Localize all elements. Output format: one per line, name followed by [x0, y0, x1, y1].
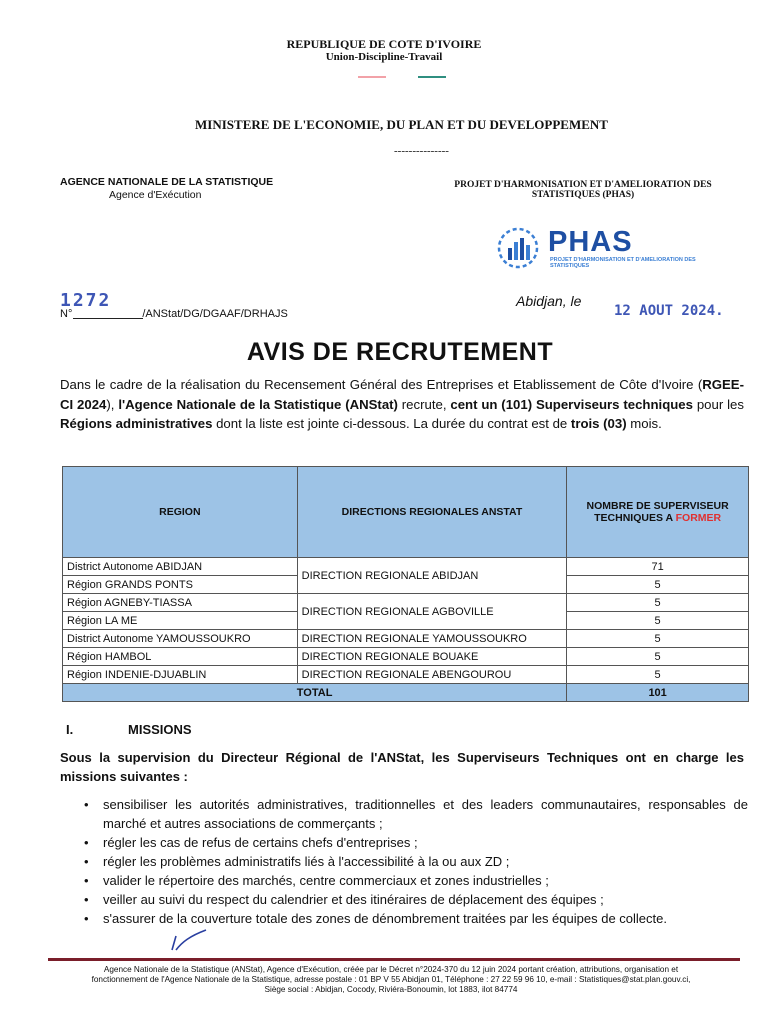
phas-logo-subtitle: PROJET D'HARMONISATION ET D'AMELIORATION DES STATISTIQUES	[550, 257, 696, 269]
bullet-icon: •	[84, 835, 89, 850]
reference-prefix: N°	[60, 308, 73, 320]
region-cell: Région HAMBOL	[63, 648, 298, 666]
region-cell: District Autonome ABIDJAN	[63, 558, 298, 576]
table-row	[63, 594, 749, 612]
direction-cell: DIRECTION REGIONALE ABIDJAN	[297, 558, 567, 594]
table-header-row	[63, 467, 749, 558]
handwritten-initial-icon	[168, 928, 210, 954]
list-item: • régler les problèmes administratifs liés à l'accessibilité à la ou aux ZD ;	[84, 854, 510, 869]
total-label: TOTAL	[63, 684, 567, 702]
ministry-name: MINISTERE DE L'ECONOMIE, DU PLAN ET DU DEVELOPPEMENT	[195, 117, 608, 132]
recruitment-table	[62, 466, 749, 702]
flag-line-orange	[358, 76, 386, 78]
header-directions: DIRECTIONS REGIONALES ANSTAT	[297, 467, 567, 558]
list-item: • veiller au suivi du respect du calendrier et des itinéraires de déplacement des équipes ;	[84, 892, 604, 907]
reference-underline	[73, 318, 143, 319]
bullet-icon: •	[84, 797, 89, 812]
direction-cell: DIRECTION REGIONALE BOUAKE	[297, 648, 567, 666]
table-row	[63, 648, 749, 666]
page-title: AVIS DE RECRUTEMENT	[246, 338, 554, 366]
footer-rule	[48, 958, 740, 961]
count-cell: 5	[567, 612, 749, 630]
list-item: • valider le répertoire des marchés, centre commerciaux et zones industrielles ;	[84, 873, 549, 888]
region-cell: Région GRANDS PONTS	[63, 576, 298, 594]
bullet-icon: •	[84, 911, 89, 926]
region-cell: Région AGNEBY-TIASSA	[63, 594, 298, 612]
list-item: • sensibiliser les autorités administratives, traditionnelles et des leaders communautaires, responsables de marché et autres associations de commerçants ;	[84, 797, 748, 831]
total-value: 101	[567, 684, 749, 702]
intro-paragraph: Dans le cadre de la réalisation du Recensement Général des Entreprises et Etablissement de Côte d'Ivoire (RGEE-CI 2024), l'Agence Nationale de la Statistique (ANStat) recrute, cent un (101) Superviseurs techniques pour les Régions administratives dont la liste est jointe ci-dessous. La durée du contrat est de trois (03) mois.	[60, 377, 744, 431]
agency-name: AGENCE NATIONALE DE LA STATISTIQUE	[60, 176, 274, 188]
missions-list	[78, 795, 748, 928]
direction-cell: DIRECTION REGIONALE YAMOUSSOUKRO	[297, 630, 567, 648]
bullet-icon: •	[84, 873, 89, 888]
phas-logo-word: PHAS	[548, 226, 633, 258]
agency-subtitle: Agence d'Exécution	[109, 189, 202, 201]
footer-line: Siège social : Abidjan, Cocody, Riviéra-Bonoumin, lot 1883, ilot 84774	[264, 985, 518, 994]
national-motto: Union-Discipline-Travail	[325, 51, 443, 63]
direction-cell: DIRECTION REGIONALE ABENGOUROU	[297, 666, 567, 684]
count-cell: 5	[567, 666, 749, 684]
place-label: Abidjan, le	[516, 293, 582, 309]
section-number: I.	[66, 722, 74, 737]
region-cell: Région LA ME	[63, 612, 298, 630]
project-name: PROJET D'HARMONISATION ET D'AMELIORATION DES STATISTIQUES (PHAS)	[454, 180, 712, 200]
region-cell: Région INDENIE-DJUABLIN	[63, 666, 298, 684]
reference-suffix: /ANStat/DG/DGAAF/DRHAJS	[142, 308, 288, 320]
direction-cell: DIRECTION REGIONALE AGBOVILLE	[297, 594, 567, 630]
footer-line: Agence Nationale de la Statistique (ANStat), Agence d'Exécution, créée par le Décret n°2024-370 du 12 juin 2024 portant création, attributions, organisation et	[103, 965, 679, 974]
table-row	[63, 558, 749, 576]
date-stamp: 12 AOUT 2024.	[614, 303, 724, 319]
missions-lead: Sous la supervision du Directeur Régional de l'ANStat, les Superviseurs Techniques ont en charge les missions suivantes :	[60, 750, 744, 784]
reference-number-stamp: 1272	[60, 290, 112, 311]
separator-dashes: ---------------	[394, 145, 449, 157]
count-cell: 71	[567, 558, 749, 576]
list-item: • s'assurer de la couverture totale des zones de dénombrement traitées par les équipes de collecte.	[84, 911, 667, 926]
table-row	[63, 630, 749, 648]
count-cell: 5	[567, 648, 749, 666]
section-title: MISSIONS	[128, 722, 192, 737]
list-item: • régler les cas de refus de certains chefs d'entreprises ;	[84, 835, 418, 850]
region-cell: District Autonome YAMOUSSOUKRO	[63, 630, 298, 648]
footer-line: fonctionnement de l'Agence Nationale de la Statistique, adresse postale : 01 BP V 55 Abidjan 01, Téléphone : 27 22 59 96 10, e-mail : Statistiques@stat.plan.gouv.ci,	[91, 975, 691, 984]
republic-name: REPUBLIQUE DE COTE D'IVOIRE	[286, 37, 482, 51]
count-cell: 5	[567, 630, 749, 648]
flag-line-green	[418, 76, 446, 78]
header-count: NOMBRE DE SUPERVISEUR TECHNIQUES A FORMER	[567, 467, 749, 558]
footer	[40, 965, 742, 995]
count-cell: 5	[567, 576, 749, 594]
table-row	[63, 666, 749, 684]
count-cell: 5	[567, 594, 749, 612]
bullet-icon: •	[84, 892, 89, 907]
bullet-icon: •	[84, 854, 89, 869]
header-region: REGION	[63, 467, 298, 558]
table-total-row	[63, 684, 749, 702]
